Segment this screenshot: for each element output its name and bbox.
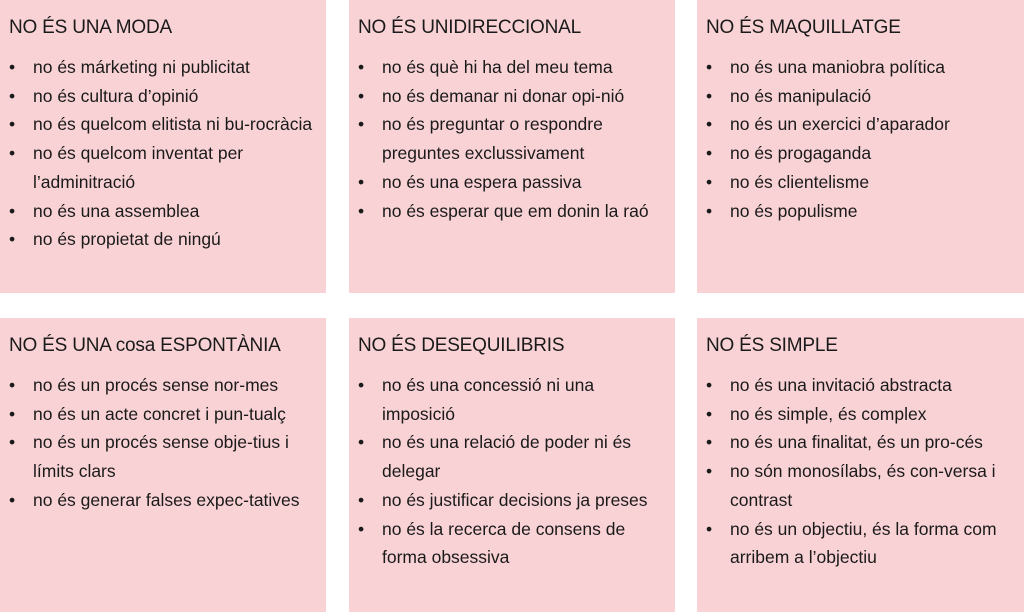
list-item-text: no és una invitació abstracta: [730, 375, 952, 395]
card-title: NO ÉS UNIDIRECCIONAL: [358, 17, 581, 38]
card-no-es-maquillatge: [697, 0, 1024, 293]
list-item: [706, 53, 1014, 82]
bullet-icon: •: [9, 200, 16, 221]
list-item-text: no és una relació de poder ni és delegar: [382, 432, 632, 482]
list-item-text: no és un exercici d’aparador: [730, 114, 950, 135]
list-item: [358, 53, 665, 82]
list-item-text: no és generar falses expec-tatives: [33, 489, 300, 510]
list-item-text: no és una espera passiva: [382, 171, 582, 192]
bullet-icon: •: [706, 375, 713, 395]
list-item: [9, 110, 316, 139]
list-item-text: no és una finalitat, és un pro-cés: [730, 432, 983, 453]
list-item-text: no és cultura d’opinió: [33, 85, 199, 106]
list-item-text: no és clientelisme: [730, 171, 870, 192]
list-item: [706, 371, 1014, 400]
bullet-icon: •: [358, 200, 365, 221]
list-item-text: no és una maniobra política: [730, 57, 945, 77]
bullet-icon: •: [706, 461, 713, 482]
list-item-text: no és un objectiu, és la forma com arribem a l’objectiu: [730, 518, 997, 568]
bullet-icon: •: [706, 518, 713, 539]
bullet-icon: •: [9, 375, 16, 395]
bullet-icon: •: [358, 489, 365, 510]
list-item: [9, 139, 316, 196]
bullet-icon: •: [358, 57, 365, 77]
list-item-text: no és una assemblea: [33, 200, 200, 221]
list-item: [706, 82, 1014, 111]
list-item: [706, 168, 1014, 197]
list-item-text: no és justificar decisions ja preses: [382, 489, 648, 510]
bullet-icon: •: [706, 57, 713, 77]
bullet-icon: •: [9, 489, 16, 510]
card-list: [9, 371, 316, 515]
list-item: [9, 486, 316, 515]
list-item: [706, 400, 1014, 429]
list-item: [9, 428, 316, 485]
list-item: [358, 428, 665, 485]
bullet-icon: •: [358, 432, 365, 453]
bullet-icon: •: [9, 85, 16, 106]
card-title: NO ÉS MAQUILLATGE: [706, 17, 901, 38]
card-no-es-una-moda: [0, 0, 326, 293]
list-item-text: no és simple, és complex: [730, 403, 927, 424]
card-title: NO ÉS SIMPLE: [706, 335, 838, 356]
list-item-text: no és un acte concret i pun-tualç: [33, 403, 286, 424]
card-no-es-una-cosa-espontania: [0, 318, 326, 612]
list-item: [706, 428, 1014, 457]
list-item: [358, 197, 665, 226]
card-title: NO ÉS UNA MODA: [9, 17, 172, 38]
list-item-text: no és manipulació: [730, 85, 872, 106]
bullet-icon: •: [706, 85, 713, 106]
list-item: [9, 197, 316, 226]
card-list: [706, 53, 1014, 225]
bullet-icon: •: [9, 432, 16, 453]
list-item-text: no és preguntar o respondre preguntes exclussivament: [382, 114, 603, 164]
bullet-icon: •: [9, 403, 16, 424]
bullet-icon: •: [358, 85, 365, 106]
card-no-es-desequilibris: [349, 318, 675, 612]
list-item-text: no és una concessió ni una imposició: [382, 375, 595, 424]
card-list: [706, 371, 1014, 572]
card-list: [358, 371, 665, 572]
list-item: [706, 110, 1014, 139]
list-item-text: no és progaganda: [730, 143, 872, 164]
bullet-icon: •: [358, 518, 365, 539]
list-item-text: no són monosílabs, és con-versa i contrast: [730, 461, 996, 510]
list-item: [358, 486, 665, 515]
bullet-icon: •: [706, 432, 713, 453]
list-item-text: no és márketing ni publicitat: [33, 57, 250, 77]
bullet-icon: •: [706, 114, 713, 135]
list-item-text: no és esperar que em donin la raó: [382, 200, 649, 221]
list-item: [358, 371, 665, 428]
card-list: [9, 53, 316, 254]
list-item-text: no és populisme: [730, 200, 858, 221]
card-no-es-unidireccional: [349, 0, 675, 293]
bullet-icon: •: [9, 143, 16, 164]
bullet-icon: •: [358, 171, 365, 192]
card-list: [358, 53, 665, 225]
list-item-text: no és un procés sense nor-mes: [33, 375, 279, 395]
list-item: [9, 53, 316, 82]
list-item: [9, 225, 316, 254]
list-item-text: no és propietat de ningú: [33, 229, 221, 250]
list-item: [9, 400, 316, 429]
card-no-es-simple: [697, 318, 1024, 612]
list-item-text: no és la recerca de consens de forma obsessiva: [382, 518, 626, 568]
list-item: [706, 515, 1014, 572]
list-item: [9, 82, 316, 111]
list-item: [358, 82, 665, 111]
bullet-icon: •: [706, 200, 713, 221]
bullet-icon: •: [9, 114, 16, 135]
bullet-icon: •: [358, 375, 365, 395]
list-item-text: no és quelcom elitista ni bu-rocràcia: [33, 114, 313, 135]
bullet-icon: •: [9, 229, 16, 250]
card-title: NO ÉS DESEQUILIBRIS: [358, 335, 565, 356]
list-item: [358, 168, 665, 197]
list-item-text: no és demanar ni donar opi-nió: [382, 85, 625, 106]
bullet-icon: •: [706, 403, 713, 424]
list-item: [706, 457, 1014, 514]
bullet-icon: •: [706, 143, 713, 164]
list-item-text: no és què hi ha del meu tema: [382, 57, 613, 77]
list-item: [9, 371, 316, 400]
list-item: [358, 110, 665, 167]
list-item-text: no és quelcom inventat per l’adminitració: [33, 143, 244, 192]
bullet-icon: •: [706, 171, 713, 192]
list-item-text: no és un procés sense obje-tius i límits clars: [33, 432, 289, 482]
list-item: [706, 139, 1014, 168]
card-title: NO ÉS UNA cosa ESPONTÀNIA: [9, 335, 281, 356]
list-item: [358, 515, 665, 572]
bullet-icon: •: [358, 114, 365, 135]
bullet-icon: •: [9, 57, 16, 77]
list-item: [706, 197, 1014, 226]
